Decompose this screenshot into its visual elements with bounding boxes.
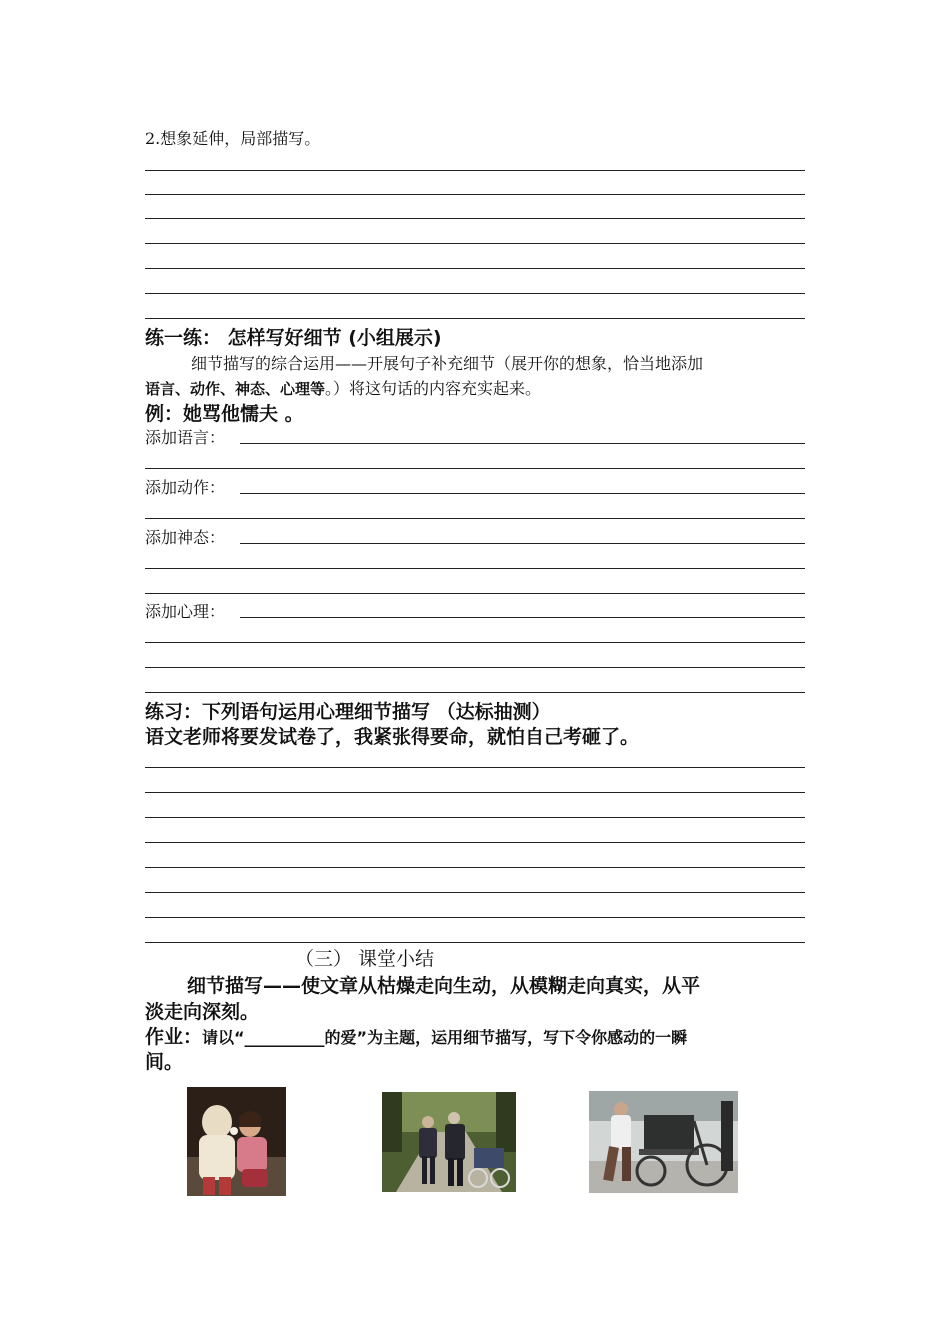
input-line-psychology[interactable] <box>240 617 805 618</box>
summary-heading: （三） 课堂小结 <box>295 948 435 970</box>
summary-line2: 淡走向深刻。 <box>145 1001 260 1023</box>
label-expression: 添加神态： <box>145 528 226 547</box>
practice-intro-line2 <box>145 376 541 399</box>
writing-line <box>145 942 805 943</box>
writing-line <box>145 293 805 294</box>
practice-heading: 练一练： 怎样写好细节 (小组展示) <box>145 327 442 349</box>
photo-elderly-couple <box>382 1092 516 1192</box>
practice-intro-rest: 。）将这句话的内容充实起来。 <box>325 379 542 398</box>
writing-line <box>145 867 805 868</box>
label-action: 添加动作： <box>145 478 226 497</box>
exercise-heading: 练习：下列语句运用心理细节描写 （达标抽测） <box>145 701 551 723</box>
input-line-expression[interactable] <box>240 543 805 544</box>
writing-line <box>145 243 805 244</box>
writing-line <box>145 817 805 818</box>
writing-line <box>145 767 805 768</box>
writing-line <box>145 170 805 171</box>
writing-line <box>145 917 805 918</box>
practice-intro: 细节描写的综合运用——开展句子补充细节（展开你的想象，恰当地添加 <box>191 354 704 373</box>
writing-line[interactable] <box>145 642 805 643</box>
photo-tricycle-image <box>589 1091 738 1193</box>
photo-elderly-image <box>382 1092 516 1192</box>
writing-line[interactable] <box>145 568 805 569</box>
writing-line <box>145 318 805 319</box>
photo-tricycle <box>589 1091 738 1193</box>
writing-line[interactable] <box>145 468 805 469</box>
writing-line <box>145 194 805 195</box>
writing-line <box>145 218 805 219</box>
writing-line[interactable] <box>145 667 805 668</box>
writing-line <box>145 842 805 843</box>
homework-line2: 间。 <box>145 1051 184 1073</box>
example-sentence: 例：她骂他懦夫 。 <box>145 403 304 425</box>
writing-line <box>145 792 805 793</box>
label-language: 添加语言： <box>145 428 226 447</box>
writing-line <box>145 268 805 269</box>
writing-line[interactable] <box>145 518 805 519</box>
exercise-sentence: 语文老师将要发试卷了，我紧张得要命，就怕自己考砸了。 <box>145 726 640 748</box>
photo-children-image <box>187 1087 286 1196</box>
input-line-language[interactable] <box>240 443 805 444</box>
section-title: 2.想象延伸，局部描写。 <box>145 129 321 148</box>
input-line-action[interactable] <box>240 493 805 494</box>
writing-line <box>145 892 805 893</box>
practice-intro-bold: 语言、动作、神态、心理等 <box>145 380 326 398</box>
homework-label: 作业： <box>145 1026 203 1048</box>
writing-line[interactable] <box>145 593 805 594</box>
photo-children <box>187 1087 286 1196</box>
label-psychology: 添加心理： <box>145 602 226 621</box>
worksheet-page <box>145 0 805 1344</box>
writing-line[interactable] <box>145 692 805 693</box>
homework-blank[interactable]: __________ <box>244 1028 325 1047</box>
summary-line1: 细节描写——使文章从枯燥走向生动，从模糊走向真实，从平 <box>187 975 701 997</box>
homework-line1: 作业：请以“__________的爱”为主题，运用细节描写，写下令你感动的一瞬 <box>145 1026 688 1048</box>
